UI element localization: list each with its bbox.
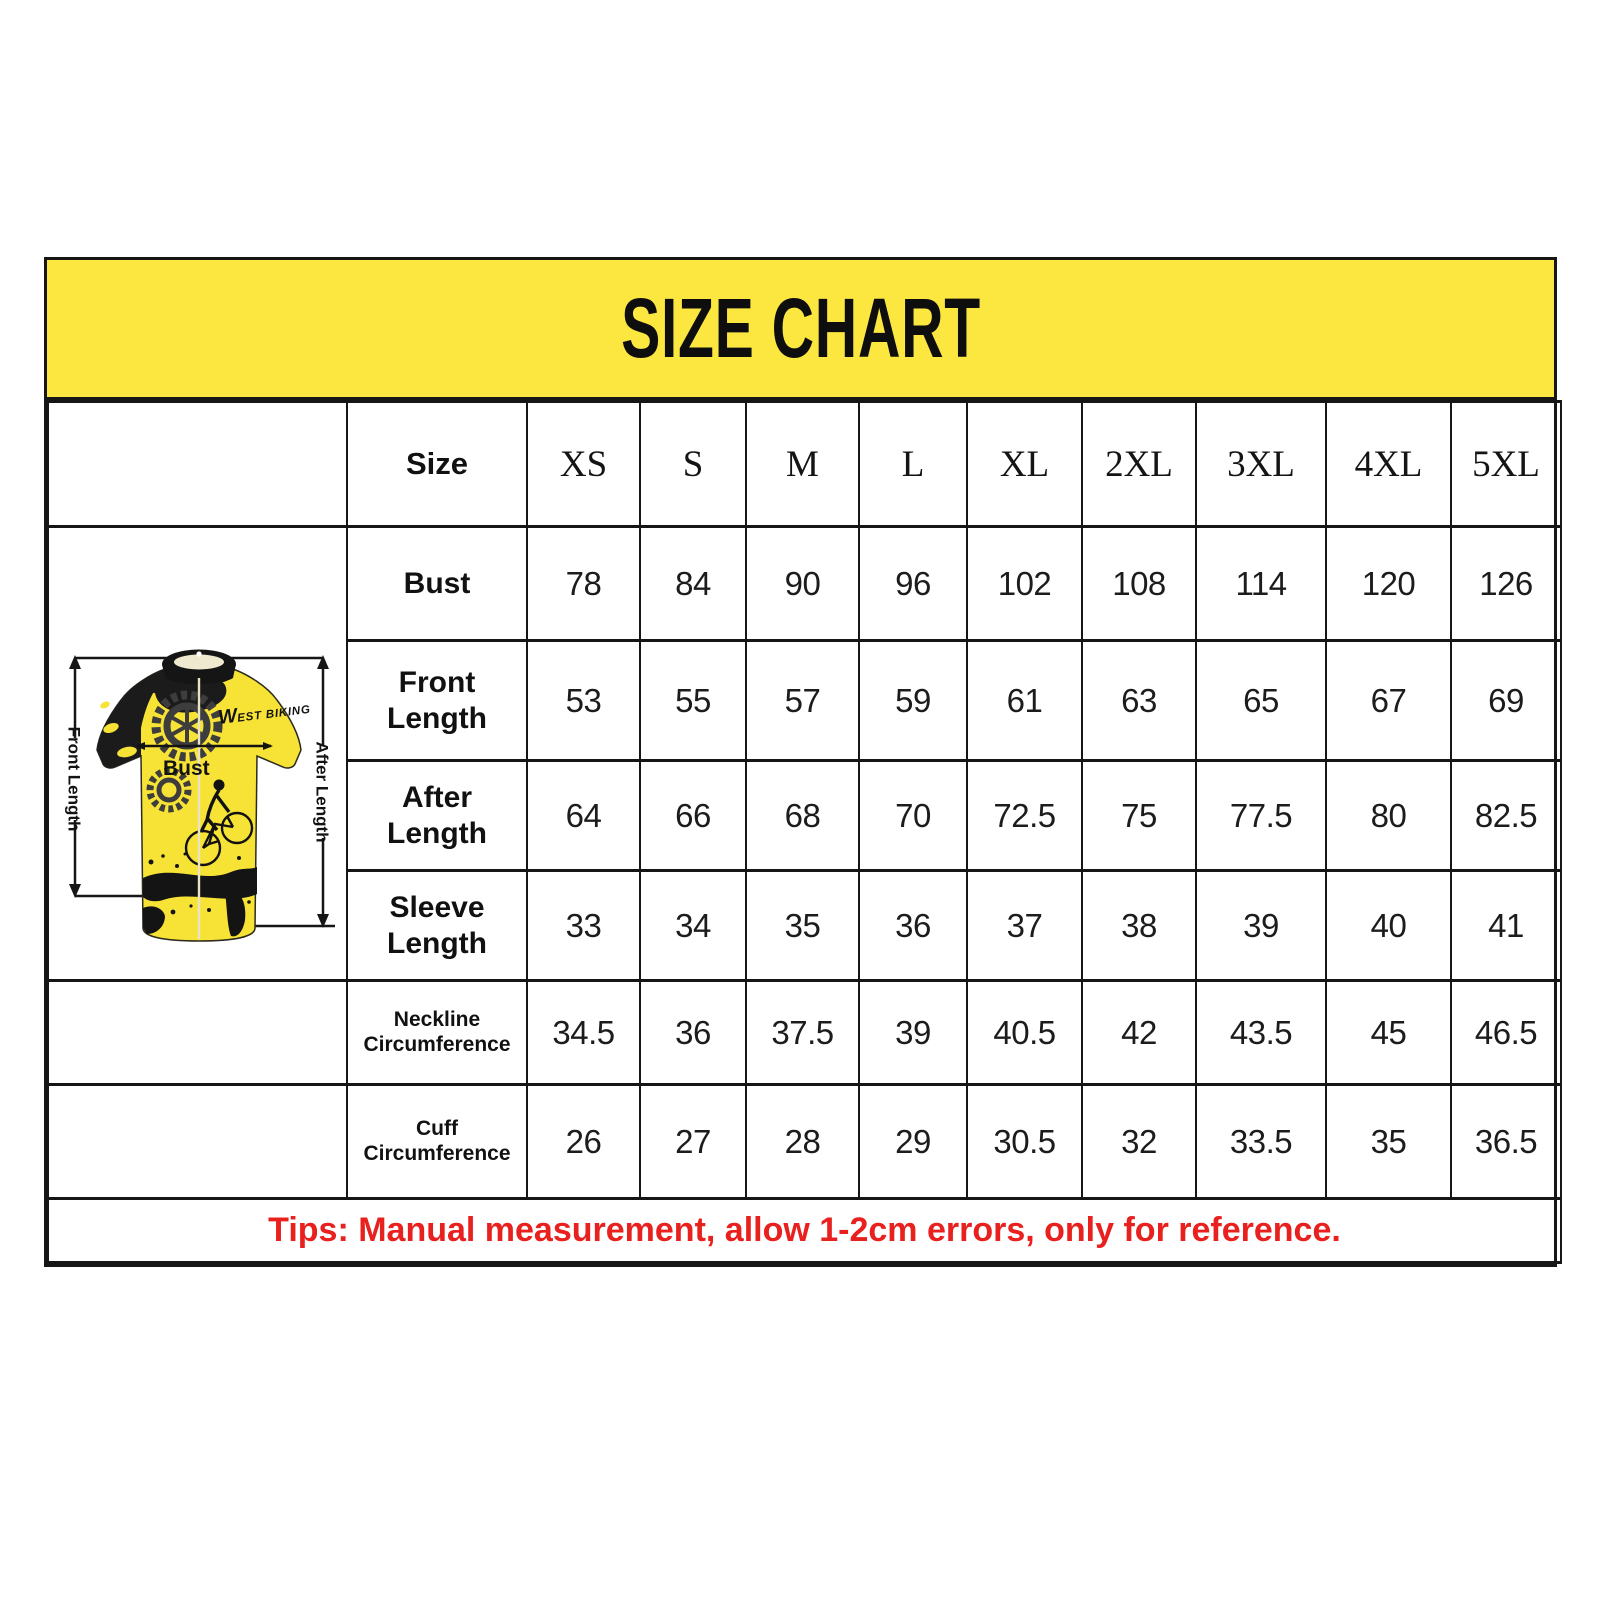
measurement-cell: 82.5 — [1451, 761, 1561, 871]
size-cell: 5XL — [1451, 402, 1561, 527]
bust-row — [48, 527, 1561, 641]
empty-cell — [48, 402, 347, 527]
measurement-cell: 29 — [859, 1085, 967, 1199]
measurement-cell: 84 — [640, 527, 746, 641]
jersey-diagram — [51, 528, 344, 974]
gear-icon — [156, 695, 218, 757]
measurement-cell: 96 — [859, 527, 967, 641]
measurement-cell: 108 — [1082, 527, 1196, 641]
measurement-cell: 36 — [640, 981, 746, 1085]
measurement-cell: 38 — [1082, 871, 1196, 981]
size-cell: 3XL — [1196, 402, 1326, 527]
measurement-cell: 66 — [640, 761, 746, 871]
measurement-cell: 43.5 — [1196, 981, 1326, 1085]
measurement-cell: 33.5 — [1196, 1085, 1326, 1199]
jersey-image-cell — [48, 527, 347, 981]
measurement-cell: 41 — [1451, 871, 1561, 981]
row-label: Front Length — [347, 641, 527, 761]
measurement-cell: 90 — [746, 527, 859, 641]
measurement-cell: 35 — [1326, 1085, 1451, 1199]
measurement-cell: 75 — [1082, 761, 1196, 871]
size-cell: 4XL — [1326, 402, 1451, 527]
tips-row — [48, 1199, 1561, 1263]
measurement-cell: 45 — [1326, 981, 1451, 1085]
measurement-cell: 33 — [527, 871, 640, 981]
neckline-row — [48, 981, 1561, 1085]
measurement-cell: 53 — [527, 641, 640, 761]
jersey-graphic — [97, 650, 312, 942]
measurement-cell: 126 — [1451, 527, 1561, 641]
measurement-cell: 30.5 — [967, 1085, 1082, 1199]
row-label: Bust — [347, 527, 527, 641]
page-title: SIZE CHART — [620, 281, 981, 375]
measurement-cell: 80 — [1326, 761, 1451, 871]
measurement-cell: 77.5 — [1196, 761, 1326, 871]
measurement-cell: 27 — [640, 1085, 746, 1199]
measurement-cell: 57 — [746, 641, 859, 761]
measurement-cell: 37 — [967, 871, 1082, 981]
size-cell: XL — [967, 402, 1082, 527]
measurement-cell: 36.5 — [1451, 1085, 1561, 1199]
measurement-cell: 59 — [859, 641, 967, 761]
measurement-cell: 46.5 — [1451, 981, 1561, 1085]
size-cell: XS — [527, 402, 640, 527]
measurement-cell: 114 — [1196, 527, 1326, 641]
size-chart-panel — [44, 257, 1557, 1267]
tips-text: Tips: Manual measurement, allow 1-2cm errors, only for reference. — [48, 1199, 1561, 1263]
empty-cell — [48, 1085, 347, 1199]
empty-cell — [48, 981, 347, 1085]
measurement-cell: 72.5 — [967, 761, 1082, 871]
measurement-cell: 68 — [746, 761, 859, 871]
size-cell: M — [746, 402, 859, 527]
measurement-cell: 64 — [527, 761, 640, 871]
measurement-cell: 78 — [527, 527, 640, 641]
measurement-cell: 35 — [746, 871, 859, 981]
measurement-cell: 28 — [746, 1085, 859, 1199]
front-length-label: Front Length — [64, 726, 84, 832]
size-cell: L — [859, 402, 967, 527]
measurement-cell: 67 — [1326, 641, 1451, 761]
size-header-row — [48, 402, 1561, 527]
row-label: After Length — [347, 761, 527, 871]
bust-label: Bust — [163, 757, 210, 780]
brand-logo: WEST BIKING — [216, 703, 312, 729]
after-length-label: After Length — [312, 741, 332, 843]
measurement-cell: 65 — [1196, 641, 1326, 761]
size-chart-title-bar — [47, 260, 1554, 400]
measurement-cell: 37.5 — [746, 981, 859, 1085]
size-table — [47, 400, 1562, 1264]
size-cell: S — [640, 402, 746, 527]
measurement-cell: 42 — [1082, 981, 1196, 1085]
measurement-cell: 36 — [859, 871, 967, 981]
cuff-row — [48, 1085, 1561, 1199]
row-label: Neckline Circumference — [347, 981, 527, 1085]
measurement-cell: 32 — [1082, 1085, 1196, 1199]
size-cell: 2XL — [1082, 402, 1196, 527]
measurement-cell: 69 — [1451, 641, 1561, 761]
measurement-cell: 39 — [859, 981, 967, 1085]
measurement-cell: 70 — [859, 761, 967, 871]
measurement-cell: 102 — [967, 527, 1082, 641]
measurement-cell: 55 — [640, 641, 746, 761]
measurement-cell: 39 — [1196, 871, 1326, 981]
row-label: Cuff Circumference — [347, 1085, 527, 1199]
measurement-cell: 40 — [1326, 871, 1451, 981]
measurement-cell: 26 — [527, 1085, 640, 1199]
measurement-cell: 61 — [967, 641, 1082, 761]
measurement-cell: 63 — [1082, 641, 1196, 761]
measurement-cell: 34 — [640, 871, 746, 981]
size-header-label: Size — [347, 402, 527, 527]
row-label: Sleeve Length — [347, 871, 527, 981]
measurement-cell: 40.5 — [967, 981, 1082, 1085]
measurement-cell: 120 — [1326, 527, 1451, 641]
measurement-cell: 34.5 — [527, 981, 640, 1085]
